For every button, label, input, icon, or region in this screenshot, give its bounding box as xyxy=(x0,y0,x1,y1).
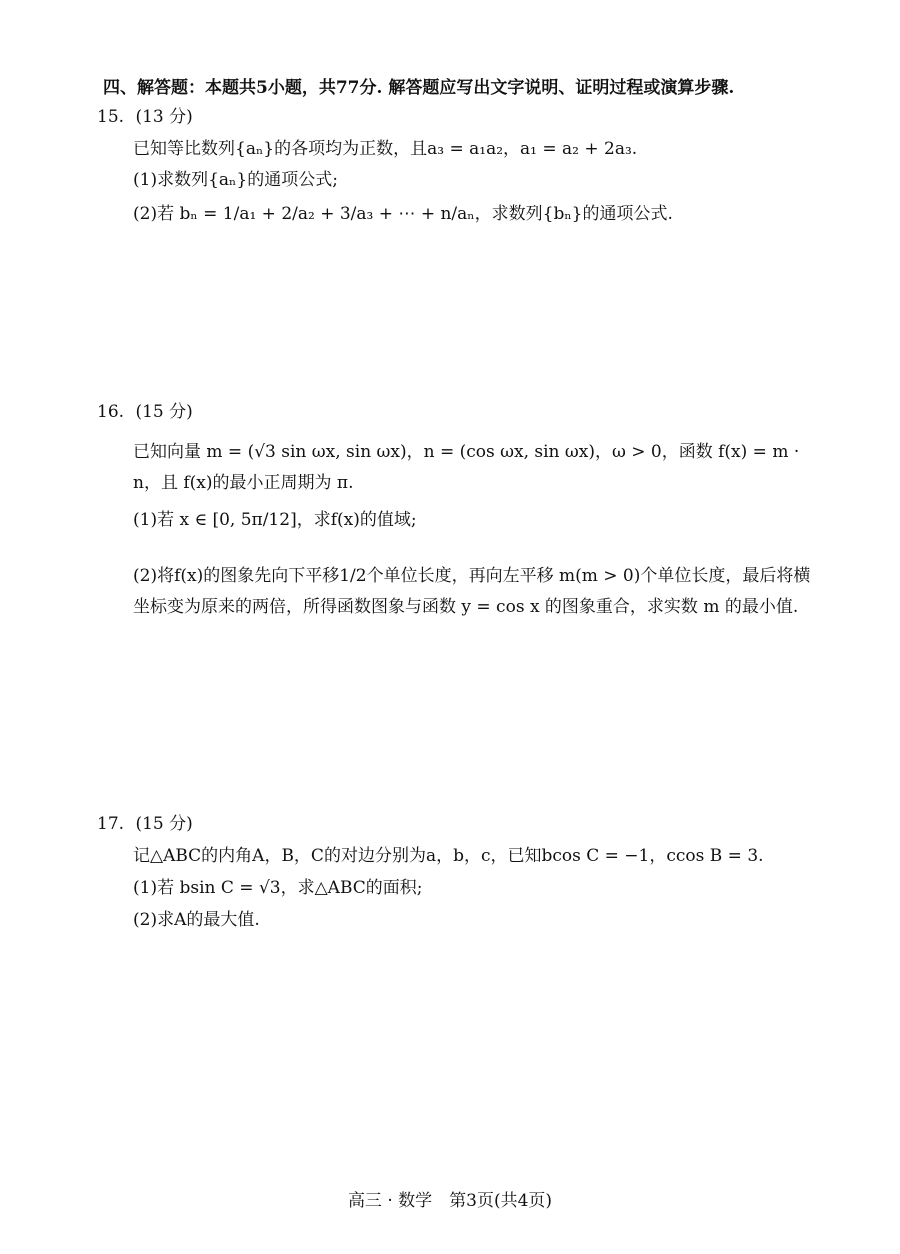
problem-15-points: (13 分) xyxy=(135,107,193,127)
problem-17-header xyxy=(97,816,193,833)
problem-17-stem: 记△ABC的内角A，B，C的对边分别为a，b，c，已知bcos C = −1，ccos B = 3. xyxy=(133,846,764,866)
problem-16-header xyxy=(97,404,193,421)
problem-16-points: (15 分) xyxy=(135,402,193,422)
problem-15-part-1: (1)求数列{aₙ}的通项公式; xyxy=(133,170,338,190)
problem-16-part-1: (1)若 x ∈ [0, 5π/12]，求f(x)的值域; xyxy=(133,510,417,530)
problem-15-stem: 已知等比数列{aₙ}的各项均为正数，且a₃ = a₁a₂，a₁ = a₂ + 2a₃. xyxy=(133,139,638,159)
problem-17-part-1: (1)若 bsin C = √3，求△ABC的面积; xyxy=(133,878,423,898)
problem-17-part-2: (2)求A的最大值. xyxy=(133,910,260,930)
problem-15-header xyxy=(97,109,193,126)
problem-15-part-2: (2)若 bₙ = 1/a₁ + 2/a₂ + 3/a₃ + ⋯ + n/aₙ，求数列{bₙ}的通项公式. xyxy=(133,204,673,224)
page-footer: 高三 · 数学 第3页(共4页) xyxy=(347,1191,553,1211)
section-header: 四、解答题：本题共5小题，共77分. 解答题应写出文字说明、证明过程或演算步骤. xyxy=(103,78,735,98)
problem-16-part-2: (2)将f(x)的图象先向下平移1/2个单位长度，再向左平移 m(m > 0)个单位长度，最后将横坐标变为原来的两倍，所得函数图象与函数 y = cos x 的图象重合，求实数 m 的最小值. xyxy=(133,566,811,617)
problem-15-number: 15. xyxy=(97,107,125,127)
problem-17-points: (15 分) xyxy=(135,814,193,834)
problem-16-stem: 已知向量 m = (√3 sin ωx, sin ωx)，n = (cos ωx, sin ωx)，ω > 0，函数 f(x) = m · n，且 f(x)的最小正周期为 π. xyxy=(133,442,800,493)
problem-17-number: 17. xyxy=(97,814,125,834)
problem-16-number: 16. xyxy=(97,402,125,422)
